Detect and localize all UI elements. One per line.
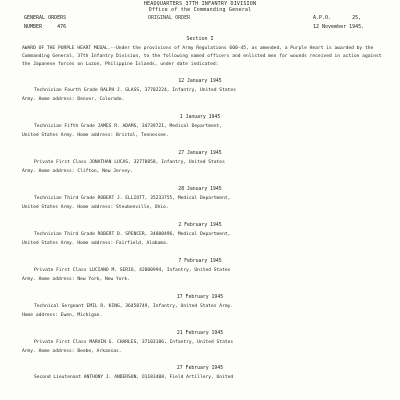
entry-line-2: Army. Home address: Clifton, New Jersey. <box>22 168 133 174</box>
entry-line-2: Army. Home address: New York, New York. <box>22 276 130 282</box>
entry-line-2: Army. Home address: Beebe, Arkansas. <box>22 348 122 354</box>
entry-line-1: Technician Third Grade ROBERT J. ELLIOTT, 35233755, Medical Department, <box>34 196 231 201</box>
header-unit: HEADQUARTERS 37TH INFANTRY DIVISION <box>143 1 257 7</box>
entry-line-2: Home address: Ewen, Michigan. <box>22 312 103 318</box>
award-intro-paragraph: AWARD OF THE PURPLE HEART MEDAL.--Under the provisions of Army Regulations 600-45, as amended, a Purple Heart is awarded by the Commanding General, 37th Infantry Division, to the following named officers and enlisted men for wounds received in action against the Japanese forces on Luzon, Philippine Islands, under date indicated: <box>22 46 382 67</box>
award-entry <box>22 87 382 104</box>
entry-line-1: Private First Class MARVIN G. CHARLES, 37103186, Infantry, United States <box>34 340 234 345</box>
apo-row <box>313 14 364 23</box>
award-entry <box>22 374 382 383</box>
apo-block <box>313 14 364 32</box>
number-row <box>24 23 66 32</box>
entry-line-1: Technician Third Grade ROBERT D. SPENCER, 34800496, Medical Department, <box>34 232 231 237</box>
entry-date: 27 February 1945 <box>176 366 224 371</box>
entry-date: 21 February 1945 <box>176 331 224 336</box>
order-date: 12 November 1945. <box>313 24 365 30</box>
award-entry <box>22 303 382 320</box>
entry-line-2: United States Army. Home address: Fairfield, Alabama. <box>22 240 169 246</box>
apo-number: 25, <box>352 15 362 21</box>
entry-line-1: Private First Class JONATHAN LUCAS, 32778858, Infantry, United States <box>34 160 225 165</box>
entry-line-1: Private First Class LUCIANO M. SERIO, 42000994, Infantry, United States <box>34 268 231 273</box>
award-entry <box>22 159 382 176</box>
general-orders-label: GENERAL ORDERS <box>24 15 67 21</box>
entry-date: 28 January 1945 <box>178 187 222 192</box>
entry-line-1: Technical Sergeant EMIL R. KING, 36450749, Infantry, United States Army. <box>34 304 234 309</box>
entry-date: 17 February 1945 <box>176 295 224 300</box>
entry-line-1: Second Lieutenant ANTHONY J. ANDERSON, O1183408, Field Artillery, United <box>34 375 234 380</box>
entry-line-2: United States Army. Home address: Steubenville, Ohio. <box>22 204 169 210</box>
entry-date: 1 January 1945 <box>179 115 221 120</box>
section-title: Section I <box>186 36 214 42</box>
general-orders-block <box>24 14 66 32</box>
original-order-stamp: ORIGINAL ORDER <box>148 15 191 21</box>
apo-label: A.P.O. <box>313 15 332 21</box>
award-entry <box>22 231 382 248</box>
award-entry <box>22 267 382 284</box>
award-entry <box>22 339 382 356</box>
entry-line-2: Army. Home address: Denver, Colorado. <box>22 96 125 102</box>
entry-line-1: Technician Fourth Grade RALPH J. GLASS, 37702224, Infantry, United States <box>34 88 236 93</box>
number-label: NUMBER <box>24 24 43 30</box>
award-entry <box>22 195 382 212</box>
number-value: 476 <box>57 24 67 30</box>
entry-line-1: Technician Fifth Grade JAMES R. ADAMS, 34739721, Medical Department, <box>34 124 223 129</box>
entry-date: 2 February 1945 <box>178 223 222 228</box>
entry-line-2: United States Army. Home address: Bristol, Tennessee. <box>22 132 169 138</box>
entry-date: 7 February 1945 <box>178 259 222 264</box>
entry-date: 27 January 1945 <box>178 151 222 156</box>
award-entry <box>22 123 382 140</box>
header-office: Office of the Commanding General <box>148 7 252 13</box>
entry-date: 12 January 1945 <box>178 79 222 84</box>
